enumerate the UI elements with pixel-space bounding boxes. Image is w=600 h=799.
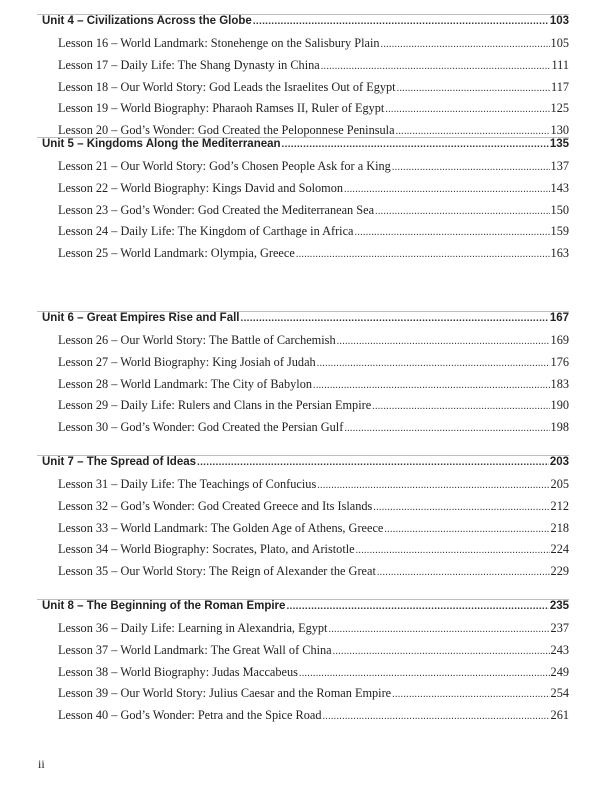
lesson-page-number: 224 — [550, 542, 569, 557]
lesson-entry[interactable] — [37, 398, 569, 420]
dot-leader — [381, 39, 550, 50]
lesson-page-number: 237 — [550, 621, 569, 635]
dot-leader — [384, 524, 549, 535]
unit-section — [37, 599, 569, 730]
page-number-footer: ii — [38, 757, 45, 771]
lesson-title: Lesson 23 – God’s Wonder: God Created the Mediterranean Sea — [58, 202, 375, 217]
lesson-page-number: 150 — [550, 202, 569, 217]
dot-leader — [317, 358, 550, 369]
dot-leader — [344, 184, 550, 195]
lesson-entry[interactable] — [37, 420, 569, 442]
lesson-title: Lesson 16 – World Landmark: Stonehenge on the Salisbury Plain — [58, 36, 380, 50]
lesson-entry[interactable] — [37, 477, 569, 499]
lesson-title: Lesson 20 – God’s Wonder: God Created the Peloponnese Peninsula — [58, 123, 395, 138]
lesson-title: Lesson 25 – World Landmark: Olympia, Greece — [58, 246, 295, 261]
dot-leader — [373, 502, 549, 513]
lesson-entry[interactable] — [37, 686, 569, 708]
lesson-entry[interactable] — [37, 499, 569, 521]
lesson-page-number: 111 — [551, 57, 569, 72]
unit-page-number: 103 — [549, 15, 569, 27]
lesson-entry[interactable] — [37, 665, 569, 687]
lesson-page-number: 243 — [550, 642, 569, 657]
unit-title: Unit 8 – The Beginning of the Roman Empire — [42, 600, 286, 612]
dot-leader — [375, 206, 550, 217]
lesson-page-number: 249 — [550, 664, 569, 679]
dot-leader — [253, 16, 549, 27]
unit-title: Unit 7 – The Spread of Ideas — [42, 456, 197, 468]
lesson-title: Lesson 21 – Our World Story: God’s Chosen People Ask for a King — [58, 159, 391, 173]
dot-leader — [282, 139, 549, 150]
lesson-page-number: 218 — [550, 520, 569, 535]
lesson-page-number: 125 — [550, 101, 569, 116]
lesson-entry[interactable] — [37, 542, 569, 564]
lesson-title: Lesson 26 – Our World Story: The Battle of Carchemish — [58, 333, 336, 347]
lesson-title: Lesson 37 – World Landmark: The Great Wall of China — [58, 642, 332, 657]
lesson-page-number: 159 — [550, 224, 569, 239]
lesson-title: Lesson 27 – World Biography: King Josiah of Judah — [58, 354, 316, 369]
dot-leader — [397, 83, 550, 94]
unit-page-number: 167 — [549, 312, 569, 324]
lesson-title: Lesson 32 – God’s Wonder: God Created Greece and Its Islands — [58, 498, 373, 513]
lesson-title: Lesson 24 – Daily Life: The Kingdom of Carthage in Africa — [58, 224, 354, 239]
dot-leader — [344, 423, 549, 434]
lesson-title: Lesson 29 – Daily Life: Rulers and Clans in the Persian Empire — [58, 398, 372, 413]
lesson-entry[interactable] — [37, 58, 569, 80]
dot-leader — [317, 480, 549, 491]
unit-section — [37, 455, 569, 586]
lesson-page-number: 137 — [550, 159, 569, 173]
dot-leader — [321, 61, 551, 72]
lesson-entry[interactable] — [37, 333, 569, 355]
unit-heading[interactable] — [37, 138, 569, 159]
dot-leader — [377, 567, 550, 578]
lesson-page-number: 130 — [550, 123, 569, 138]
dot-leader — [392, 162, 550, 173]
unit-section — [37, 137, 569, 268]
unit-heading[interactable] — [37, 600, 569, 621]
lesson-title: Lesson 30 – God’s Wonder: God Created the Persian Gulf — [58, 420, 344, 435]
lesson-entry[interactable] — [37, 708, 569, 730]
dot-leader — [322, 711, 549, 722]
dot-leader — [197, 457, 549, 468]
lesson-page-number: 212 — [550, 498, 569, 513]
unit-heading[interactable] — [37, 456, 569, 477]
lesson-page-number: 190 — [550, 398, 569, 413]
lesson-title: Lesson 19 – World Biography: Pharaoh Ramses II, Ruler of Egypt — [58, 101, 385, 116]
lesson-page-number: 105 — [550, 36, 569, 50]
unit-heading[interactable] — [37, 312, 569, 333]
lesson-entry[interactable] — [37, 355, 569, 377]
dot-leader — [355, 227, 550, 238]
lesson-entry[interactable] — [37, 224, 569, 246]
lesson-entry[interactable] — [37, 521, 569, 543]
dot-leader — [286, 601, 548, 612]
dot-leader — [296, 249, 550, 260]
unit-heading[interactable] — [37, 15, 569, 36]
unit-page-number: 135 — [549, 138, 569, 150]
lesson-entry[interactable] — [37, 36, 569, 58]
lesson-entry[interactable] — [37, 181, 569, 203]
dot-leader — [392, 689, 549, 700]
lesson-page-number: 143 — [550, 180, 569, 195]
lesson-page-number: 229 — [550, 564, 569, 579]
lesson-entry[interactable] — [37, 101, 569, 123]
dot-leader — [240, 313, 548, 324]
dot-leader — [313, 380, 550, 391]
dot-leader — [372, 401, 549, 412]
lesson-entry[interactable] — [37, 377, 569, 399]
lesson-entry[interactable] — [37, 564, 569, 586]
lesson-title: Lesson 28 – World Landmark: The City of Babylon — [58, 376, 313, 391]
lesson-title: Lesson 40 – God’s Wonder: Petra and the Spice Road — [58, 708, 322, 723]
lesson-page-number: 205 — [550, 477, 569, 491]
lesson-page-number: 176 — [550, 354, 569, 369]
lesson-title: Lesson 38 – World Biography: Judas Maccabeus — [58, 664, 298, 679]
dot-leader — [333, 646, 550, 657]
lesson-title: Lesson 18 – Our World Story: God Leads the Israelites Out of Egypt — [58, 79, 396, 94]
dot-leader — [337, 336, 550, 347]
lesson-title: Lesson 31 – Daily Life: The Teachings of Confucius — [58, 477, 317, 491]
lesson-entry[interactable] — [37, 621, 569, 643]
dot-leader — [356, 545, 550, 556]
dot-leader — [396, 126, 550, 137]
lesson-entry[interactable] — [37, 159, 569, 181]
unit-page-number: 203 — [549, 456, 569, 468]
unit-title: Unit 4 – Civilizations Across the Globe — [42, 15, 252, 27]
lesson-page-number: 261 — [550, 708, 569, 723]
lesson-page-number: 117 — [551, 79, 569, 94]
lesson-title: Lesson 39 – Our World Story: Julius Caesar and the Roman Empire — [58, 686, 392, 701]
lesson-page-number: 169 — [550, 333, 569, 347]
lesson-title: Lesson 17 – Daily Life: The Shang Dynasty in China — [58, 57, 320, 72]
lesson-title: Lesson 33 – World Landmark: The Golden Age of Athens, Greece — [58, 520, 384, 535]
unit-page-number: 235 — [549, 600, 569, 612]
lesson-title: Lesson 36 – Daily Life: Learning in Alexandria, Egypt — [58, 621, 328, 635]
lesson-page-number: 183 — [550, 376, 569, 391]
dot-leader — [299, 668, 550, 679]
lesson-entry[interactable] — [37, 246, 569, 268]
lesson-title: Lesson 34 – World Biography: Socrates, Plato, and Aristotle — [58, 542, 355, 557]
lesson-page-number: 198 — [550, 420, 569, 435]
lesson-title: Lesson 22 – World Biography: Kings David and Solomon — [58, 180, 344, 195]
dot-leader — [328, 624, 549, 635]
lesson-title: Lesson 35 – Our World Story: The Reign of Alexander the Great — [58, 564, 376, 579]
unit-section — [37, 14, 569, 145]
lesson-entry[interactable] — [37, 80, 569, 102]
unit-title: Unit 6 – Great Empires Rise and Fall — [42, 312, 240, 324]
lesson-page-number: 254 — [550, 686, 569, 701]
lesson-page-number: 163 — [550, 246, 569, 261]
unit-title: Unit 5 – Kingdoms Along the Mediterranean — [42, 138, 281, 150]
unit-section — [37, 311, 569, 442]
lesson-entry[interactable] — [37, 643, 569, 665]
lesson-entry[interactable] — [37, 203, 569, 225]
dot-leader — [385, 104, 549, 115]
